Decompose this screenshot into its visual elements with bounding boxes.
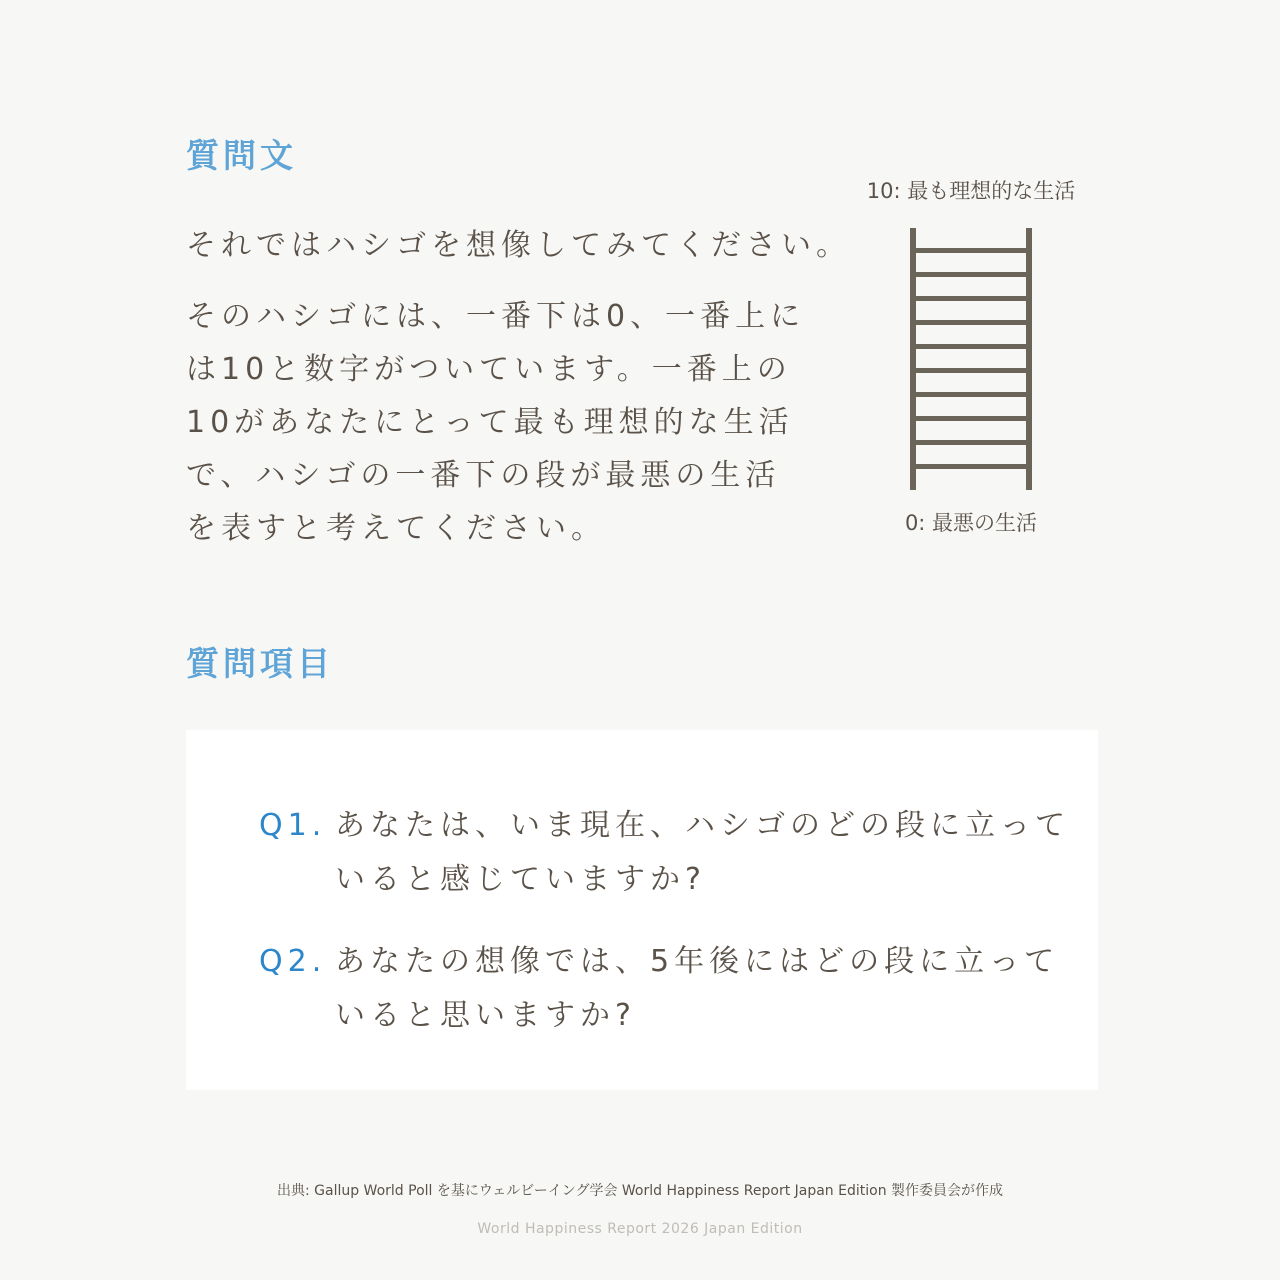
section-heading-question-items: 質問項目 [186, 644, 334, 683]
ladder-rung [910, 464, 1032, 469]
ladder-bottom-label: 0: 最悪の生活 [904, 511, 1038, 535]
intro-paragraph: それではハシゴを想像してみてください。 [186, 228, 851, 263]
question-body-paragraph [186, 290, 805, 555]
questions-card [186, 730, 1098, 1090]
body-line: で、ハシゴの一番下の段が最悪の生活 [186, 458, 781, 493]
body-line: そのハシゴには、一番下は0、一番上に [186, 299, 806, 334]
question-text [335, 936, 1059, 1044]
question-line: あなたは、いま現在、ハシゴのどの段に立って [335, 808, 1070, 843]
ladder-rung [910, 392, 1032, 397]
question-line: いると感じていますか? [335, 862, 706, 897]
question-number: Q1. [259, 808, 327, 843]
question-number: Q2. [259, 944, 327, 979]
question-text [335, 800, 1070, 908]
body-line: を表すと考えてください。 [186, 511, 606, 546]
ladder-right-rail [1026, 228, 1032, 490]
body-line: 10があなたにとって最も理想的な生活 [186, 405, 794, 440]
source-citation: 出典: Gallup World Poll を基にウェルビーイング学会 World Happiness Report Japan Edition 製作委員会が作成 [276, 1183, 1004, 1199]
ladder-rung [910, 296, 1032, 301]
ladder-rung [910, 416, 1032, 421]
footer-title: World Happiness Report 2026 Japan Edition [477, 1221, 803, 1237]
ladder-left-rail [910, 228, 916, 490]
section-heading-question-text: 質問文 [186, 136, 297, 175]
ladder-rung [910, 272, 1032, 277]
ladder-illustration [908, 228, 1034, 492]
ladder-rung [910, 248, 1032, 253]
ladder-rung [910, 368, 1032, 373]
question-line: いると思いますか? [335, 998, 636, 1033]
question-line: あなたの想像では、5年後にはどの段に立って [335, 944, 1060, 979]
ladder-rung [910, 344, 1032, 349]
ladder-rung [910, 440, 1032, 445]
body-line: は10と数字がついています。一番上の [186, 352, 792, 387]
ladder-rung [910, 320, 1032, 325]
ladder-top-label: 10: 最も理想的な生活 [866, 179, 1076, 203]
